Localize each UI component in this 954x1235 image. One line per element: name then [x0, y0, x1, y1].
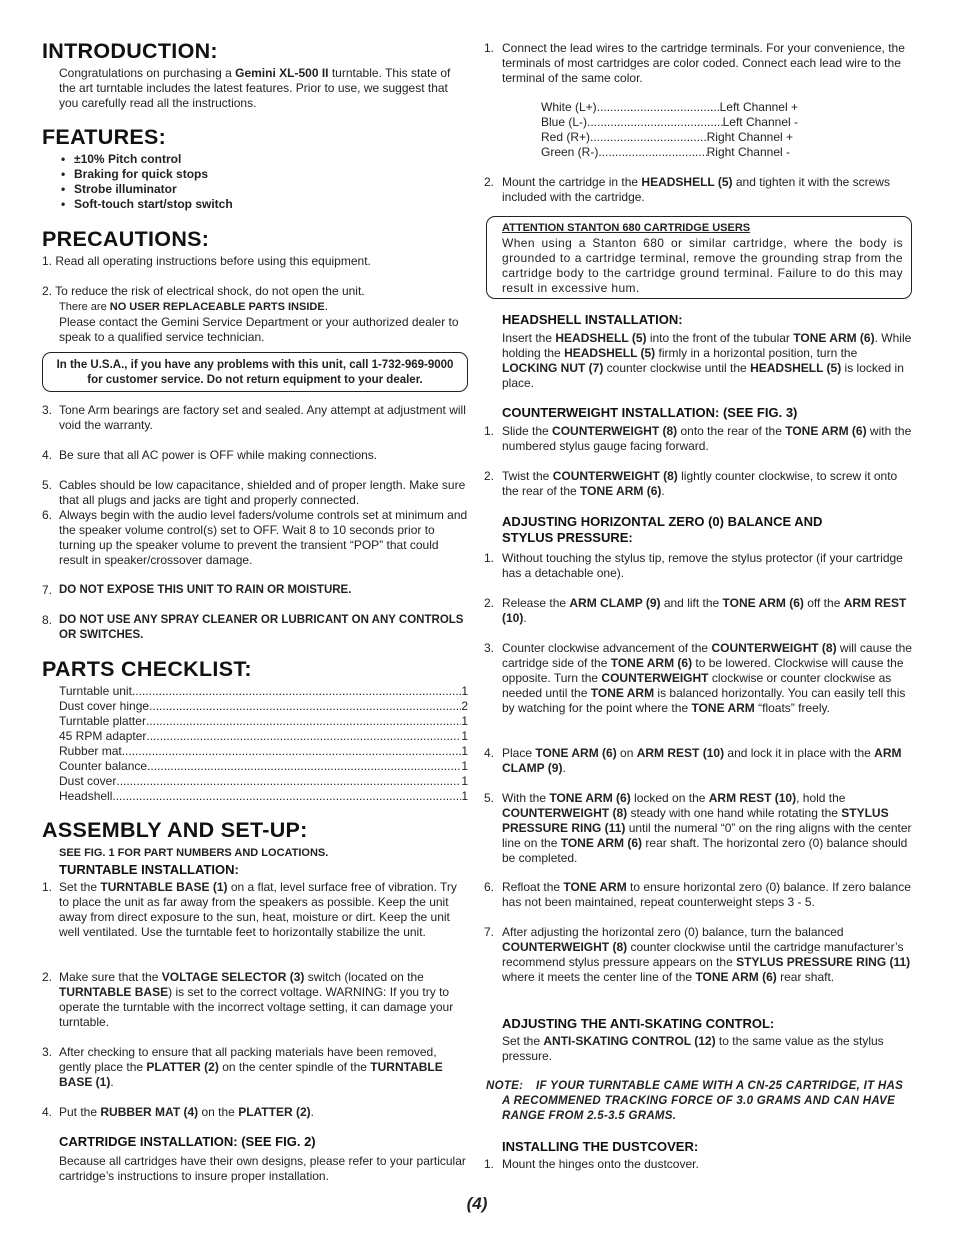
precaution-6: 6. Always begin with the audio level faders/volume controls set at minimum and the speaker volume control(s) set to OFF. Wait 8 to 10 seconds prior to turning up the speaker volume to prevent the transient “POP” that could result in speaker/crossover damage. [42, 508, 468, 567]
introduction-heading: INTRODUCTION: [42, 39, 218, 63]
channel-row: Blue (L-) ..... Left Channel - [541, 115, 798, 130]
balance-step-5: 5. With the TONE ARM (6) locked on the ARM REST (10), hold the COUNTERWEIGHT (8) steady with one hand while rotating the STYLUS PRESSURE RING (11) until the numeral “0” on the ring aligns with the center line on the TONE ARM (6) rear shaft. The horizontal zero (0) balance should be completed. [484, 791, 912, 865]
channel-row: White (L+) ..... Left Channel + [541, 100, 798, 115]
turntable-step-3: 3. After checking to ensure that all packing materials have been removed, gently place the PLATTER (2) on the center spindle of the TURNTABLE BASE (1). [42, 1045, 443, 1089]
precaution-2-line: 2. To reduce the risk of electrical shock, do not open the unit. [42, 284, 365, 298]
counterweight-heading: COUNTERWEIGHT INSTALLATION: (SEE FIG. 3) [502, 405, 798, 420]
dustcover-heading: INSTALLING THE DUSTCOVER: [502, 1139, 699, 1154]
cartridge-installation-text: Because all cartridges have their own designs, please refer to your particular cartridge’s instructions to insure proper installation. [59, 1154, 466, 1183]
usa-service-text: In the U.S.A., if you have any problems with this unit, call 1-732-969-9000 for customer service. Do not return equipment to your dealer. [56, 359, 454, 386]
headshell-text: Insert the HEADSHELL (5) into the front of the tubular TONE ARM (6). While holding the HEADSHELL (5) firmly in a horizontal position, turn the LOCKING NUT (7) counter clockwise until the HEADSHELL (5) is locked in place. [502, 331, 912, 390]
see-fig-1: SEE FIG. 1 FOR PART NUMBERS AND LOCATIONS. [59, 847, 329, 859]
balance-step-4: 4. Place TONE ARM (6) on ARM REST (10) and lock it in place with the ARM CLAMP (9). [484, 746, 902, 775]
precaution-5: 5. Cables should be low capacitance, shielded and of proper length. Make sure that all plugs and jacks are tight and properly connected. [42, 478, 466, 507]
page-number: (4) [466, 1194, 488, 1213]
precaution-1: 1. Read all operating instructions before using this equipment. [42, 254, 371, 268]
balance-step-6: 6. Refloat the TONE ARM to ensure horizontal zero (0) balance. If zero balance has not been maintained, repeat counterweight steps 3 - 5. [484, 880, 911, 909]
channel-row: Red (R+) ..... Right Channel + [541, 130, 793, 145]
feature-item: • Strobe illuminator [61, 182, 177, 196]
balance-step-2: 2. Release the ARM CLAMP (9) and lift the TONE ARM (6) off the ARM REST (10). [484, 596, 907, 625]
headshell-installation-heading: HEADSHELL INSTALLATION: [502, 312, 683, 327]
parts-item: Rubber mat ..... 1 [59, 744, 468, 759]
parts-item: Headshell ..... 1 [59, 789, 468, 804]
introduction-text: Congratulations on purchasing a Gemini XL-500 II turntable. This state of the art turntable includes the latest features. Prior to use, we suggest that you carefully read all the instructions. [59, 66, 451, 110]
anti-skating-text: Set the ANTI-SKATING CONTROL (12) to the same value as the stylus pressure. [502, 1034, 884, 1063]
feature-item: • Soft-touch start/stop switch [61, 197, 233, 211]
precaution-4: 4. Be sure that all AC power is OFF while making connections. [42, 448, 378, 462]
precaution-2-detail: There are NO USER REPLACEABLE PARTS INSIDE. Please contact the Gemini Service Department or your authorized dealer to speak to a qualified service technician. [59, 299, 459, 344]
parts-item: Counter balance ..... 1 [59, 759, 468, 774]
turntable-step-1: 1. Set the TURNTABLE BASE (1) on a flat, level surface free of vibration. Try to place the unit as far away from the speakers as possible. Keep the unit away from direct exposure to the sun, heat, moisture or dirt. Keep the unit well ventilated. Use the turntable feet to horizontally stabilize the unit. [42, 880, 457, 939]
channel-row: Green (R-) ..... Right Channel - [541, 145, 790, 160]
parts-item: Dust cover hinge ..... 2 [59, 699, 468, 714]
balance-step-1: 1. Without touching the stylus tip, remove the stylus protector (if your cartridge has a detachable one). [484, 551, 903, 580]
precaution-3: 3. Tone Arm bearings are factory set and sealed. Any attempt at adjustment will void the warranty. [42, 403, 466, 432]
precaution-8: 8. DO NOT USE ANY SPRAY CLEANER OR LUBRICANT ON ANY CONTROLS OR SWITCHES. [42, 613, 464, 641]
attention-text: When using a Stanton 680 or similar cartridge, where the body is grounded to a cartridge terminal, remove the grounding strap from the cartridge body to the cartridge ground terminal. Failure to do this may result in excessive hum. [502, 236, 903, 295]
balance-step-7: 7. After adjusting the horizontal zero (0) balance, turn the balanced COUNTERWEIGHT (8) counter clockwise until the cartridge manufacturer’s recommend stylus pressure appears on the STYLUS PRESSURE RING (11) where it meets the center line of the TONE ARM (6) rear shaft. [484, 925, 911, 984]
precaution-7: 7. DO NOT EXPOSE THIS UNIT TO RAIN OR MOISTURE. [42, 583, 352, 597]
balance-step-3: 3. Counter clockwise advancement of the COUNTERWEIGHT (8) will cause the cartridge side of the TONE ARM (6) to be lowered. Clockwise will cause the opposite. Turn the COUNTERWEIGHT clockwise or counter clockwise as needed until the TONE ARM is balanced horizontally. You can easily tell this by watching for the point where the TONE ARM “floats” freely. [484, 641, 912, 715]
parts-item: Dust cover ..... 1 [59, 774, 468, 789]
parts-item: 45 RPM adapter ..... 1 [59, 729, 468, 744]
parts-item: Turntable platter ..... 1 [59, 714, 468, 729]
feature-item: • Braking for quick stops [61, 167, 209, 181]
turntable-step-2: 2. Make sure that the VOLTAGE SELECTOR (3) switch (located on the TURNTABLE BASE) is set to the correct voltage. WARNING: If you try to operate the turntable with the incorrect voltage setting, it can damage your turntable. [42, 970, 454, 1029]
anti-skating-heading: ADJUSTING THE ANTI-SKATING CONTROL: [502, 1016, 775, 1031]
counterweight-step-2: 2. Twist the COUNTERWEIGHT (8) lightly counter clockwise, to screw it onto the rear of the TONE ARM (6). [484, 469, 898, 498]
feature-item: • ±10% Pitch control [61, 152, 182, 166]
cn25-note-text: IF YOUR TURNTABLE CAME WITH A CN-25 CARTRIDGE, IT HAS A RECOMMENED TRACKING FORCE OF 3.0 GRAMS AND CAN HAVE RANGE FROM 2.5-3.5 GRAMS. [502, 1080, 904, 1122]
horizontal-zero-heading: ADJUSTING HORIZONTAL ZERO (0) BALANCE AND STYLUS PRESSURE: [502, 514, 823, 545]
parts-item: Turntable unit ..... 1 [59, 684, 468, 699]
parts-checklist-heading: PARTS CHECKLIST: [42, 657, 252, 681]
precautions-heading: PRECAUTIONS: [42, 227, 210, 251]
cartridge-step-2: 2. Mount the cartridge in the HEADSHELL (5) and tighten it with the screws included with the cartridge. [484, 175, 890, 204]
features-heading: FEATURES: [42, 125, 167, 149]
assembly-heading: ASSEMBLY AND SET-UP: [42, 818, 308, 842]
attention-title: ATTENTION STANTON 680 CARTRIDGE USERS [502, 222, 751, 234]
turntable-step-4: 4. Put the RUBBER MAT (4) on the PLATTER (2). [42, 1105, 314, 1119]
dustcover-step-1: 1. Mount the hinges onto the dustcover. [484, 1157, 699, 1171]
counterweight-step-1: 1. Slide the COUNTERWEIGHT (8) onto the rear of the TONE ARM (6) with the numbered stylus gauge facing forward. [484, 424, 912, 453]
cartridge-installation-heading: CARTRIDGE INSTALLATION: (SEE FIG. 2) [59, 1134, 316, 1149]
cartridge-step-1: 1. Connect the lead wires to the cartridge terminals. For your convenience, the terminals of most cartridges are color coded. Connect each lead wire to the terminal of the same color. [484, 41, 905, 85]
turntable-installation-heading: TURNTABLE INSTALLATION: [59, 862, 239, 877]
